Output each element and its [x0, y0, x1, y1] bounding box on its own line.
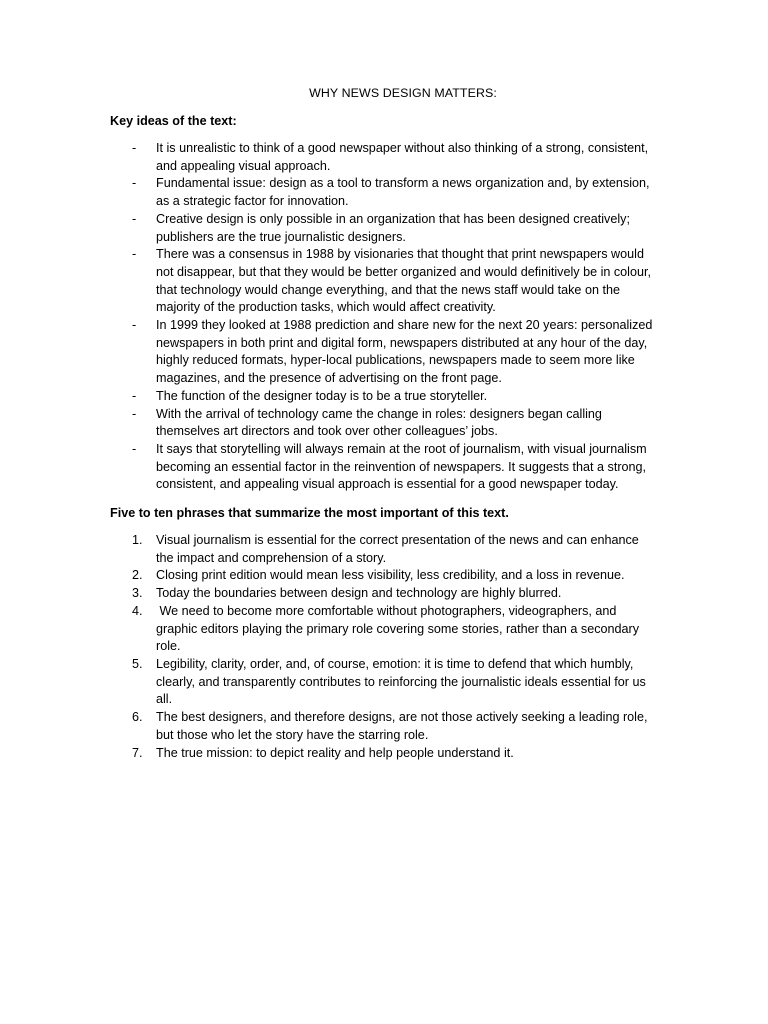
dash-marker: -: [132, 211, 137, 226]
list-item: [110, 211, 658, 246]
number-marker: 4.: [132, 603, 143, 618]
list-item-text: With the arrival of technology came the change in roles: designers began calling themselves art directors and took over other colleagues’ jobs.: [156, 406, 602, 439]
dash-marker: -: [132, 141, 137, 155]
list-item: [110, 175, 658, 210]
list-item: [110, 441, 658, 494]
list-item-text: In 1999 they looked at 1988 prediction and share new for the next 20 years: personalized newspapers in both print and digital form, newspapers distributed at any hour of the day, highly reduced formats, hyper-local publications, newspapers made to seem more like magazines, and the presence of advertising on the front page.: [156, 318, 653, 386]
list-item: [110, 745, 658, 763]
list-item-text: Legibility, clarity, order, and, of course, emotion: it is time to defend that which humbly, clearly, and transparently contributes to reinforcing the journalistic ideals essential for us all.: [156, 656, 646, 707]
list-item-text: Closing print edition would mean less visibility, less credibility, and a loss in revenue.: [156, 568, 625, 583]
list-item-text: It says that storytelling will always remain at the root of journalism, with visual journalism becoming an essential factor in the reinvention of newspapers. It suggests that a strong, consistent, and appealing visual approach is essential for a good newspaper today.: [156, 441, 647, 492]
number-marker: 2.: [132, 568, 143, 583]
list-item-text: Visual journalism is essential for the correct presentation of the news and can enhance the impact and comprehension of a story.: [156, 533, 639, 565]
dash-marker: -: [132, 176, 137, 191]
list-item: [110, 585, 658, 603]
number-marker: 1.: [132, 533, 143, 548]
list-item: [110, 567, 658, 585]
list-item-text: Fundamental issue: design as a tool to transform a news organization and, by extension, as a strategic factor for innovation.: [156, 176, 650, 209]
dash-marker: -: [132, 441, 137, 456]
dash-marker: -: [132, 406, 137, 421]
list-item-text: We need to become more comfortable without photographers, videographers, and graphic editors playing the primary role covering some stories, rather than a secondary role.: [156, 603, 643, 654]
list-item: [110, 709, 658, 744]
list-item-text: The best designers, and therefore designs, are not those actively seeking a leading role, but those who let the story have the starring role.: [156, 710, 648, 742]
list-item-text: The function of the designer today is to be a true storyteller.: [156, 388, 488, 403]
list-item-text: The true mission: to depict reality and help people understand it.: [156, 745, 514, 760]
dash-marker: -: [132, 388, 137, 403]
list-item-text: There was a consensus in 1988 by visionaries that thought that print newspapers would not disappear, but that they would be better organized and would definitively be in colour, that technology would change everything, and that the news staff would take on the majority of the production tasks, which would affect creativity.: [156, 247, 651, 315]
list-item: [110, 603, 658, 656]
dash-marker: -: [132, 247, 137, 262]
number-marker: 3.: [132, 586, 143, 601]
summary-phrases-heading: Five to ten phrases that summarize the most important of this text.: [110, 506, 509, 521]
number-marker: 5.: [132, 656, 143, 671]
list-item: [110, 140, 658, 175]
list-item: [110, 656, 658, 709]
number-marker: 7.: [132, 745, 143, 760]
number-marker: 6.: [132, 710, 143, 725]
key-ideas-list: [110, 140, 658, 494]
list-item: [110, 532, 658, 567]
list-item-text: Creative design is only possible in an organization that has been designed creatively; publishers are the true journalistic designers.: [156, 211, 630, 244]
list-item: [110, 388, 658, 406]
list-item: [110, 246, 658, 317]
list-item: [110, 406, 658, 441]
list-item-text: It is unrealistic to think of a good newspaper without also thinking of a strong, consistent, and appealing visual approach.: [156, 141, 649, 173]
list-item-text: Today the boundaries between design and technology are highly blurred.: [156, 586, 562, 601]
list-item: [110, 317, 658, 388]
summary-phrases-list: [110, 532, 658, 762]
page-title: WHY NEWS DESIGN MATTERS:: [309, 86, 497, 100]
key-ideas-heading: Key ideas of the text:: [110, 114, 237, 128]
dash-marker: -: [132, 318, 137, 333]
